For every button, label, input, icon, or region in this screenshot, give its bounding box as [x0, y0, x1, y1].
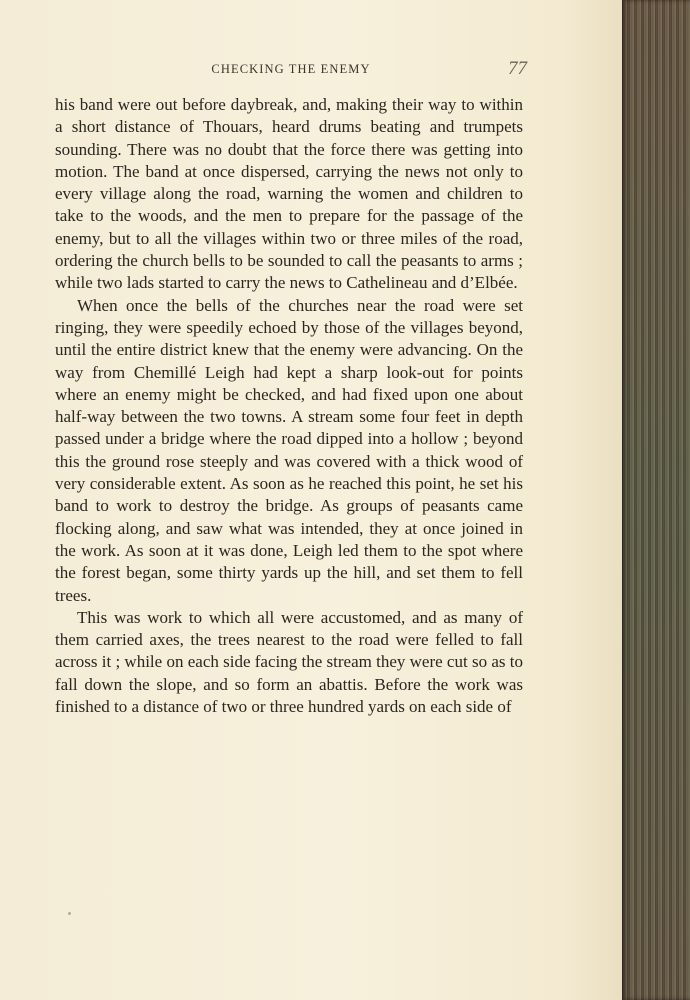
body-text [55, 94, 523, 718]
book-fore-edge [622, 0, 690, 1000]
paragraph-1: his band were out before daybreak, and, making their way to within a short distance of Thouars, heard drums beating and trumpets sounding. There was no doubt that the force there was getting into motion. The band at once dispersed, carrying the news not only to every village along the road, warning the women and children to take to the woods, and the men to prepare for the passage of the enemy, but to all the villages within two or three miles of the road, ordering the church bells to be sounded to call the peasants to arms ; while two lads started to carry the news to Cathelineau and d’Elbée. [55, 95, 523, 293]
page-header [55, 60, 527, 82]
paragraph-3: This was work to which all were accustomed, and as many of them carried axes, the trees nearest to the road were felled to fall across it ; while on each side facing the stream they were cut so as to fall down the slope, and so form an abattis. Before the work was finished to a distance of two or three hundred yards on each side of [55, 607, 523, 717]
paragraph-2: When once the bells of the churches near the road were set ringing, they were speedily echoed by those of the villages beyond, until the entire district knew that the enemy were advancing. On the way from Chemillé Leigh had kept a sharp look-out for points where an enemy might be checked, and had fixed upon one about half-way between the two towns. A stream some four feet in depth passed under a bridge where the road dipped into a hollow ; beyond this the ground rose steeply and was covered with a thick wood of very considerable extent. As soon as he reached this point, he set his band to work to destroy the bridge. As groups of peasants came flocking along, and saw what was intended, they at once joined in the work. As soon at it was done, Leigh led them to the spot where the forest began, some thirty yards up the hill, and set them to fell trees. [55, 295, 523, 605]
page-number: 77 [508, 58, 527, 79]
running-head: CHECKING THE ENEMY [211, 62, 371, 76]
paper-speck [68, 912, 71, 915]
